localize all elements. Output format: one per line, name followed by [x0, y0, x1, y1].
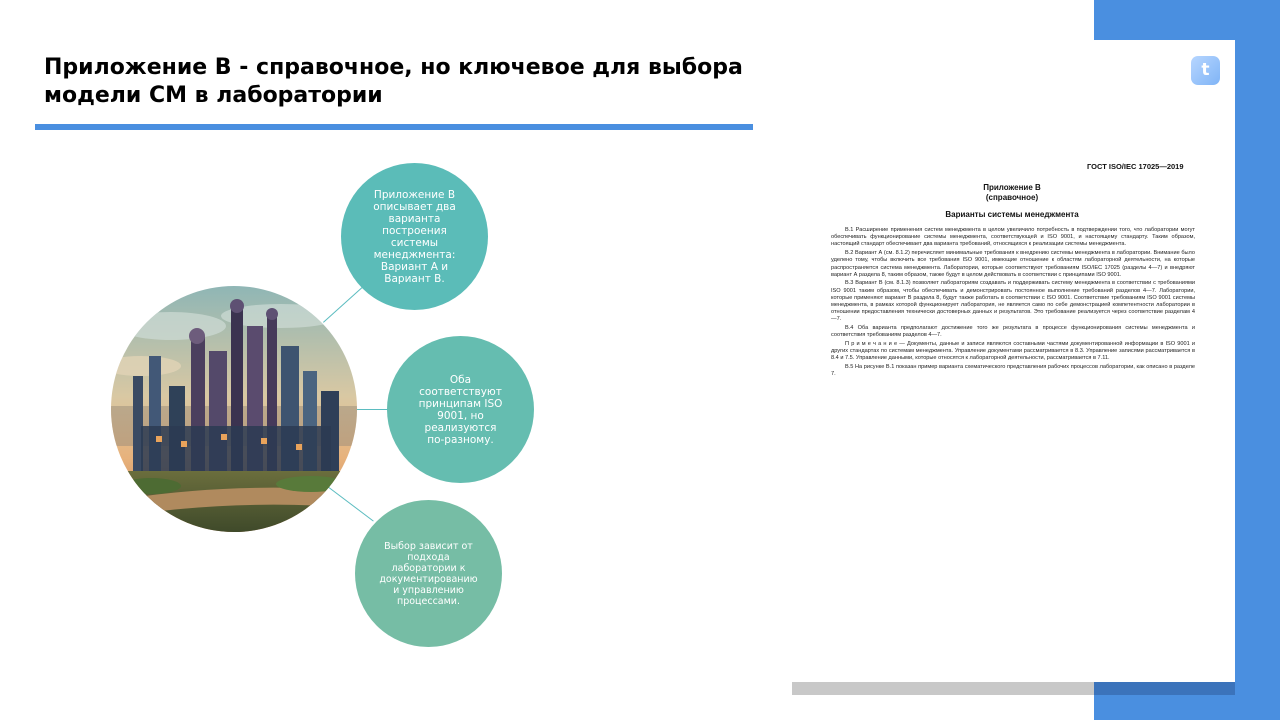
connector-line-2: [357, 409, 388, 410]
bubble-variants-text: Приложение В описывает два варианта построения системы менеджмента: Вариант А и Вариант В.: [373, 188, 456, 285]
document-paragraph: В.3 Вариант В (см. 8.1.3) позволяет лабораториям создавать и поддерживать систему менеджмента в соответствии с требованиями ISO 9001 таким образом, чтобы обеспечивать и демонстрировать постоянное выполнение требований разделов 4—7. Лаборатории, которые применяют вариант В раздела 8, будут также работать в соответствии с ISO 9001. Соответствие требованиям ISO 9001 системы менеджмента, в рамках которой функционирует лаборатория, не является само по себе демонстрацией компетентности лаборатории в отношении предоставления технически достоверных данных и результатов. Это требование реализуется через соответствие разделам 4—7.: [831, 280, 1195, 323]
document-section-title: Варианты системы менеджмента: [945, 210, 1079, 219]
slide-title: Приложение В - справочное, но ключевое для выбора модели СМ в лаборатории: [44, 55, 743, 108]
bubble-choice-text: Выбор зависит от подхода лаборатории к документированию и управлению процессами.: [379, 540, 478, 607]
appendix-title: Приложение В: [983, 183, 1041, 192]
bubble-choice-depends: [355, 500, 502, 647]
document-header: ГОСТ ISO/IEC 17025—2019: [1087, 162, 1184, 171]
document-note: П р и м е ч а н и е — Документы, данные и записи являются составными частями документированной информации в ISO 9001 и других стандартах по системам менеджмента. Управление документами рассматривается в 8.3. Управление записями рассматривается в 8.4 и 7.5. Управление данными, которые относятся к лабораторной деятельности, рассматривается в 7.11.: [831, 341, 1195, 362]
appendix-subtitle: (справочное): [985, 193, 1039, 202]
connector-line-3: [328, 487, 373, 522]
document-paragraph: В.4 Оба варианта предполагают достижение того же результата в процессе функционирования системы менеджмента и соответствия требованиям разделов 4—7.: [831, 325, 1195, 339]
title-underline: [35, 124, 753, 130]
bubble-iso-compliance: [387, 336, 534, 483]
document-appendix-title: [952, 183, 1072, 203]
document-body: [831, 227, 1195, 380]
document-paragraph: В.5 На рисунке В.1 показан пример варианта схематического представления рабочих процессов лаборатории, как описано в разделе 7.: [831, 364, 1195, 378]
connector-line-1: [323, 287, 362, 323]
industrial-illustration: [111, 286, 357, 532]
app-logo-icon[interactable]: t: [1191, 56, 1220, 85]
document-footer-accent: [1094, 682, 1235, 695]
bubble-variants-description: [341, 163, 488, 310]
document-footer-bar: [792, 682, 1094, 695]
document-paragraph: В.2 Вариант А (см. 8.1.2) перечисляет минимальные требования к внедрению системы менеджмента в лаборатории. Внимание было уделено тому, чтобы включить все требования ISO 9001, имеющие отношение к областям лабораторной деятельности, на которые распространяется система менеджмента. Лаборатории, которые соответствуют требованиям ISO/IEC 17025 (разделы 4—7) и внедряют вариант А раздела 8, таким образом, также будут в целом действовать в соответствии с принципами ISO 9001.: [831, 250, 1195, 278]
document-paragraph: В.1 Расширение применения систем менеджмента в целом увеличило потребность в подтверждении того, что лаборатории могут обеспечивать функционирование системы менеджмента, соответствующей и ISO 9001, и настоящему стандарту. Таким образом, настоящий стандарт обеспечивает два варианта требований, относящихся к реализации системы менеджмента.: [831, 227, 1195, 248]
bubble-iso-text: Оба соответствуют принципам ISO 9001, но реализуются по-разному.: [418, 373, 503, 446]
